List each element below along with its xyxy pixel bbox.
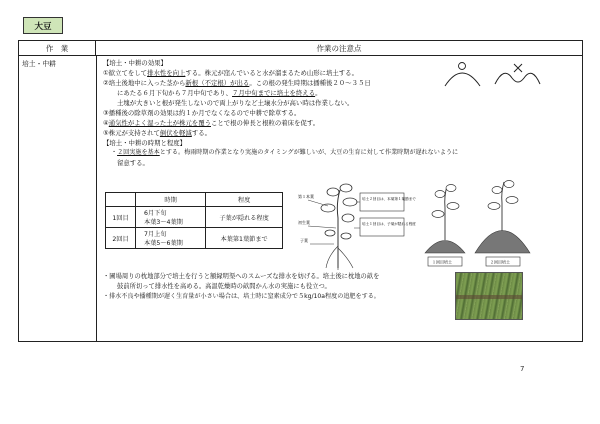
field-photo [455, 272, 523, 320]
label-round-1: １回目培土 [432, 259, 452, 265]
note-round-2: 培土２回目は、本葉第１葉節まで [362, 197, 416, 201]
crop-title: 大豆 [23, 17, 63, 34]
label-cotyledon: 子葉 [300, 238, 308, 243]
correct-mark-icon [459, 63, 466, 70]
effect-3: ③播種後の除草剤の効果は約１か月でなくなるので中耕で除草する。 [103, 109, 301, 117]
col-header-work: 作 業 [19, 41, 96, 56]
round-1-label: 1回目 [106, 207, 136, 228]
col-header-notes: 作業の注意点 [96, 41, 582, 56]
empty-corner [106, 193, 136, 207]
effect-2-note: 土塊が大きいと根が発生しないので両上がりなど土壌水分が高い時は作業しない。 [117, 99, 354, 107]
photo-furrow [456, 295, 522, 299]
page-number: 7 [520, 365, 525, 373]
column-divider [96, 56, 97, 341]
round-2-label: 2回目 [106, 228, 136, 249]
note-headland-cont: 鼓前所切って排水性を高める。高温乾燥時の畝間かん水の実施にも役立つ。 [117, 283, 331, 290]
note-headland: ・圃場周りの枕地部分で培土を行うと額縁明渠へのスムーズな排水を妨げる。培土後に枕地の畝を [103, 273, 380, 280]
timing-note: ・２回実施を基本とする。梅雨時期の作業となり実施のタイミングが難しいが、大豆の生育に対して作業時期が遅れないように [111, 149, 459, 156]
round-1-period: 6月下旬 本葉3～4葉期 [136, 207, 206, 228]
degree-header: 程度 [206, 193, 283, 207]
note-round-1: 培土１回目は、子葉が隠れる程度 [362, 222, 416, 226]
effect-5: ⑤株元が支持されて倒伏を軽減する。 [103, 129, 211, 137]
round-1-degree: 子葉が隠れる程度 [206, 207, 283, 228]
tillage-timing-table [105, 192, 283, 249]
ridge-shape-diagram [440, 58, 570, 98]
effect-2-cont: にあたる６月下旬から７月中旬であり、７月中旬までに培土を終える。 [117, 89, 322, 97]
label-first-leaf: 第１本葉 [298, 194, 314, 199]
row-label-tillage: 培土・中耕 [22, 60, 56, 68]
effects-section [103, 58, 459, 168]
label-primary-leaf: 初生葉 [298, 220, 310, 225]
additional-notes [103, 272, 448, 302]
timing-note-cont: 留意する。 [117, 159, 149, 167]
note-box-2 [360, 218, 404, 236]
effect-2: ②培土後地中に入った茎から新根（不定根）が出る。この根の発生時期は播種後２０～３５日 [103, 79, 371, 87]
round-2-period: 7月上旬 本葉5～6葉期 [136, 228, 206, 249]
ridge-mound-illustration [420, 178, 540, 273]
effect-4: ④通気性がよく湿った土が株元を覆うことで根の伸長と根粒の着床を促す。 [103, 119, 320, 127]
period-header: 時期 [136, 193, 206, 207]
label-round-2: ２回目培土 [490, 259, 510, 265]
note-fertilizer: ・排水不良や播種期が遅く生育量が小さい場合は、培土時に窒素成分で５kg/10a程度の追肥をする。 [103, 293, 380, 300]
timing-heading: 【培土・中耕の時期と程度】 [103, 139, 187, 147]
effect-1: ①歓立てをして排水性を向上する。株元が窪んでいると水が溜まるため山形に培土する。 [103, 69, 358, 77]
note-box-1 [360, 193, 404, 211]
soybean-plant-illustration [298, 178, 418, 273]
round-2-degree: 本葉第1葉節まで [206, 228, 283, 249]
wrong-mark-icon [514, 64, 522, 72]
effects-heading: 【培土・中耕の効果】 [103, 59, 167, 67]
